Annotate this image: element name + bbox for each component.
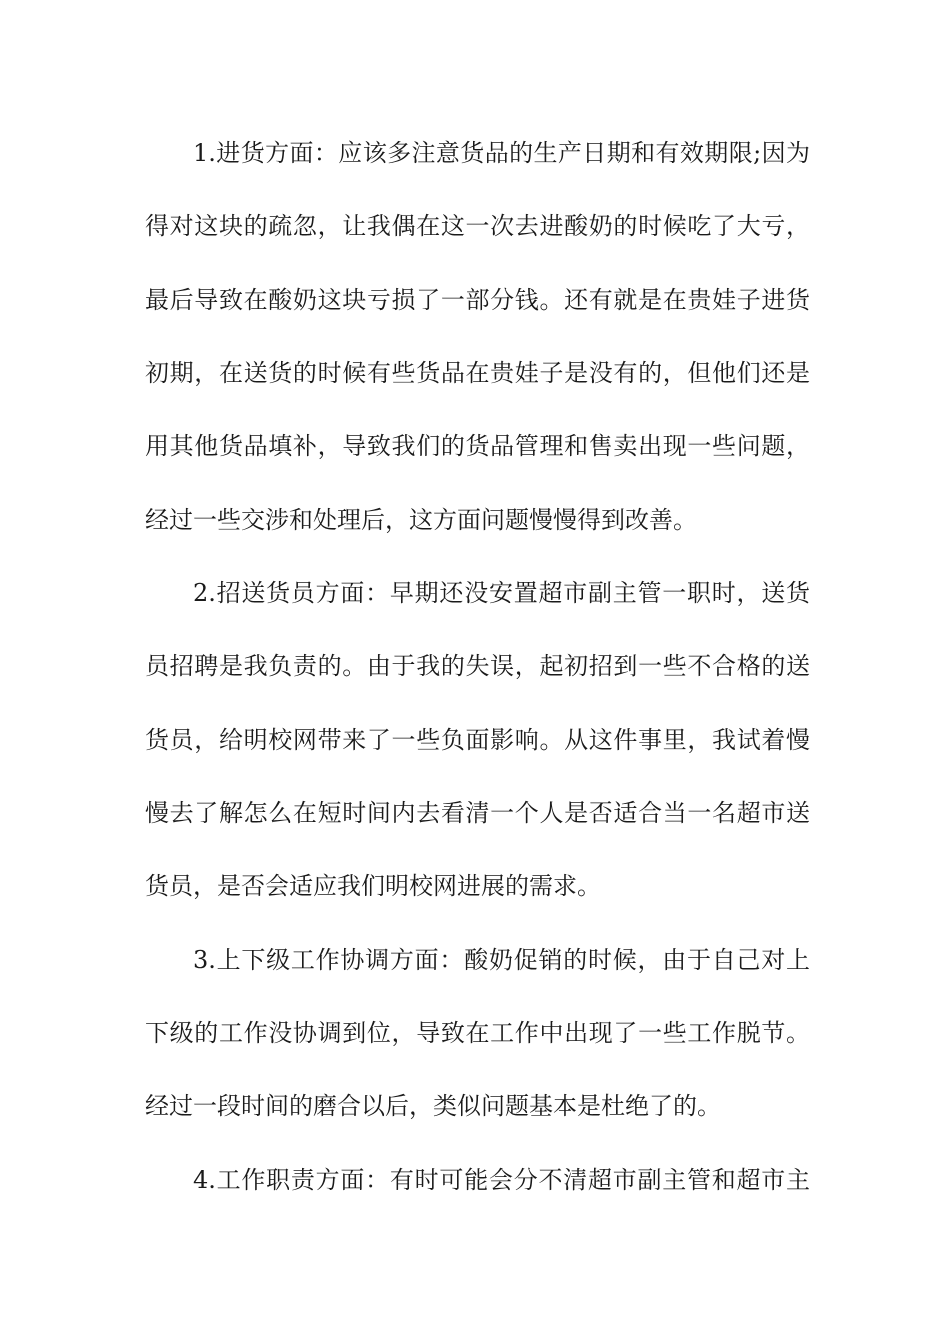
paragraph-3-line-1: 3.上下级工作协调方面：酸奶促销的时候，由于自己对上 xyxy=(193,946,810,974)
paragraph-1-line-4: 初期，在送货的时候有些货品在贵娃子是没有的，但他们还是 xyxy=(145,359,810,387)
paragraph-1-line-2: 得对这块的疏忽，让我偶在这一次去进酸奶的时候吃了大亏， xyxy=(145,212,810,240)
paragraph-2-line-4: 慢去了解怎么在短时间内去看清一个人是否适合当一名超市送 xyxy=(145,799,810,827)
paragraph-2-line-1: 2.招送货员方面：早期还没安置超市副主管一职时，送货 xyxy=(193,579,810,607)
paragraph-2-line-3: 货员，给明校网带来了一些负面影响。从这件事里，我试着慢 xyxy=(145,726,810,754)
paragraph-3-line-2: 下级的工作没协调到位，导致在工作中出现了一些工作脱节。 xyxy=(145,1019,810,1047)
paragraph-2-line-2: 员招聘是我负责的。由于我的失误，起初招到一些不合格的送 xyxy=(145,652,810,680)
paragraph-2-line-5: 货员，是否会适应我们明校网进展的需求。 xyxy=(145,872,601,900)
paragraph-1-line-5: 用其他货品填补，导致我们的货品管理和售卖出现一些问题， xyxy=(145,432,810,460)
paragraph-1-line-3: 最后导致在酸奶这块亏损了一部分钱。还有就是在贵娃子进货 xyxy=(145,286,810,314)
paragraph-1-line-1: 1.进货方面：应该多注意货品的生产日期和有效期限;因为 xyxy=(193,139,810,167)
paragraph-1-line-6: 经过一些交涉和处理后，这方面问题慢慢得到改善。 xyxy=(145,506,697,534)
paragraph-4-line-1: 4.工作职责方面：有时可能会分不清超市副主管和超市主 xyxy=(193,1166,810,1194)
paragraph-3-line-3: 经过一段时间的磨合以后，类似问题基本是杜绝了的。 xyxy=(145,1092,721,1120)
